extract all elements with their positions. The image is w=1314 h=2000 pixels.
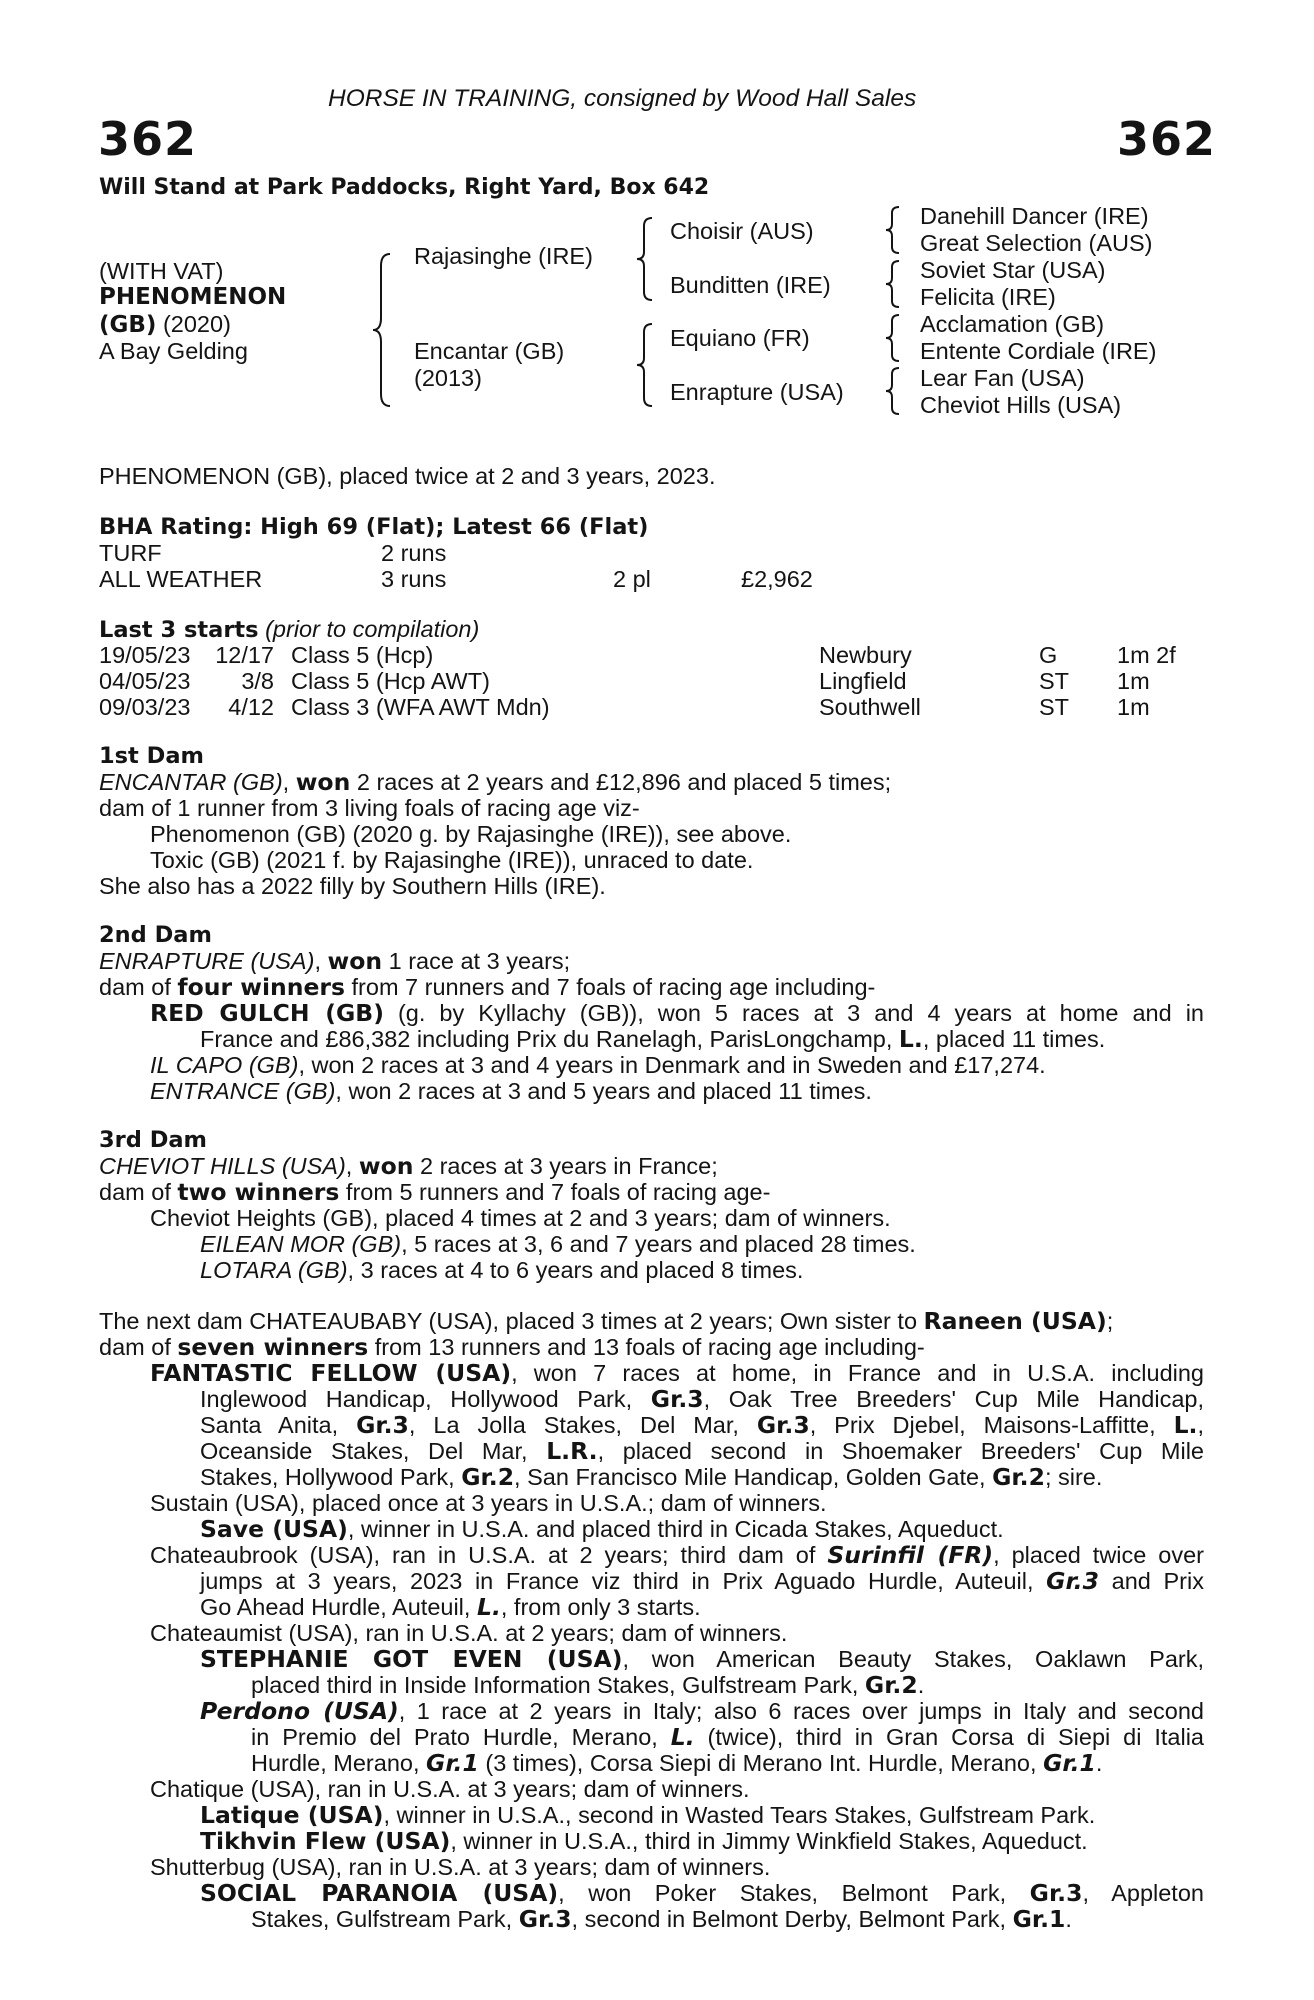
produce-perdono-3 <box>251 1751 1102 1777</box>
produce-chateaumist: Chateaumist (USA), ran in U.S.A. at 2 years; dam of winners. <box>150 1620 788 1646</box>
won-label: won <box>327 947 383 975</box>
horse-name: PHENOMENON <box>99 284 287 310</box>
next-dam-produce-intro <box>99 1335 925 1361</box>
dam1-note: She also has a 2022 filly by Southern Hills (IRE). <box>99 873 606 899</box>
produce-chatique: Chatique (USA), ran in U.S.A. at 3 years; dam of winners. <box>150 1776 750 1802</box>
produce-red-gulch-cont <box>200 1027 1105 1053</box>
winners-count: four winners <box>177 973 345 1001</box>
last-starts-heading <box>99 617 479 644</box>
grade: Gr.2 <box>992 1463 1045 1491</box>
pedigree-brace-dam <box>636 322 656 408</box>
produce-latique <box>200 1803 1095 1829</box>
produce-stephanie-got-even <box>200 1647 1204 1673</box>
horse-name-bold: Save (USA) <box>200 1515 348 1543</box>
pedigree-brace-g2 <box>885 259 903 309</box>
text: dam of <box>99 1179 178 1205</box>
text: Oceanside Stakes, Del Mar, <box>200 1438 547 1464</box>
produce-fantastic-fellow-4 <box>200 1439 1204 1465</box>
text: (g. by Kyllachy (GB)), won 5 races at 3 and 4 years at home and in <box>383 1000 1204 1026</box>
text: Stakes, Gulfstream Park, <box>251 1906 519 1932</box>
horse-name-italic: ENTRANCE (GB) <box>150 1078 336 1104</box>
start-race: Class 5 (Hcp AWT) <box>291 668 490 694</box>
text: , 3 races at 4 to 6 years and placed 8 times. <box>347 1257 804 1283</box>
text: Santa Anita, <box>200 1412 357 1438</box>
pedigree-ggp-3: Soviet Star (USA) <box>920 257 1106 283</box>
start-position: 12/17 <box>215 642 274 668</box>
dam1-produce-1: Phenomenon (GB) (2020 g. by Rajasinghe (IRE)), see above. <box>150 821 792 847</box>
horse-name-italic: LOTARA (GB) <box>200 1257 348 1283</box>
horse-name-bold: RED GULCH (GB) <box>150 999 384 1027</box>
dam2-record: 1 race at 3 years; <box>382 948 571 974</box>
text: Inglewood Handicap, Hollywood Park, <box>200 1386 651 1412</box>
horse-name-bold-italic: Surinfil (FR) <box>827 1541 994 1569</box>
last-starts-note: (prior to compilation) <box>265 616 480 642</box>
text: . <box>1065 1906 1072 1932</box>
dam1-produce-intro: dam of 1 runner from 3 living foals of racing age viz- <box>99 795 640 821</box>
produce-il-capo <box>150 1053 1046 1079</box>
pedigree-sire-dam: Bunditten (IRE) <box>670 272 831 298</box>
text: dam of <box>99 1334 178 1360</box>
pedigree-brace-g3 <box>885 313 903 363</box>
text: from 13 runners and 13 foals of racing age including- <box>368 1334 925 1360</box>
pedigree-brace-sire <box>636 216 656 302</box>
grade: Gr.3 <box>518 1905 572 1933</box>
horse-name-bold: SOCIAL PARANOIA (USA) <box>200 1879 559 1907</box>
grade: Gr.3 <box>1029 1879 1083 1907</box>
text: . <box>1095 1750 1103 1776</box>
text: ; sire. <box>1044 1464 1103 1490</box>
produce-lotara <box>200 1258 803 1284</box>
start-date: 19/05/23 <box>99 642 191 668</box>
pedigree-brace-g4 <box>885 366 903 416</box>
text: from 5 runners and 7 foals of racing age- <box>339 1179 771 1205</box>
pedigree-ggp-4: Felicita (IRE) <box>920 284 1056 310</box>
produce-fantastic-fellow <box>150 1361 1204 1387</box>
text: dam of <box>99 974 178 1000</box>
start-course: Newbury <box>819 642 912 668</box>
text: , winner in U.S.A., third in Jimmy Winkfield Stakes, Aqueduct. <box>450 1828 1088 1854</box>
start-course: Southwell <box>819 694 921 720</box>
text: , <box>1197 1412 1205 1438</box>
pedigree-ggp-2: Great Selection (AUS) <box>920 230 1153 256</box>
dam-name: CHEVIOT HILLS (USA) <box>99 1153 346 1179</box>
text: , won American Beauty Stakes, Oaklawn Park, <box>622 1646 1205 1672</box>
dam-name: ENRAPTURE (USA) <box>99 948 315 974</box>
pedigree-ggp-7: Lear Fan (USA) <box>920 365 1085 391</box>
text: (twice), third in Gran Corsa di Siepi di Italia <box>694 1724 1204 1750</box>
start-date: 04/05/23 <box>99 668 191 694</box>
lot-number-left: 362 <box>98 112 198 166</box>
grade: Gr.3 <box>356 1411 409 1439</box>
pedigree-dam-sire: Equiano (FR) <box>670 325 810 351</box>
winners-count: two winners <box>177 1178 340 1206</box>
text: Chateaubrook (USA), ran in U.S.A. at 2 years; third dam of <box>150 1542 828 1568</box>
pedigree-brace-main <box>372 252 394 408</box>
grade: Gr.3 <box>1046 1567 1099 1595</box>
dam1-produce-2: Toxic (GB) (2021 f. by Rajasinghe (IRE)), unraced to date. <box>150 847 754 873</box>
text: . <box>917 1672 925 1698</box>
won-label: won <box>295 768 351 796</box>
produce-social-paranoia-2 <box>251 1907 1072 1933</box>
horse-name-bold-italic: Perdono (USA) <box>200 1697 399 1725</box>
horse-name-bold: Tikhvin Flew (USA) <box>200 1827 451 1855</box>
produce-perdono <box>200 1699 1204 1725</box>
pedigree-dam-dam: Enrapture (USA) <box>670 379 844 405</box>
text: , Oak Tree Breeders' Cup Mile Handicap, <box>703 1386 1204 1412</box>
racing-summary: PHENOMENON (GB), placed twice at 2 and 3 years, 2023. <box>99 463 716 489</box>
stand-location: Will Stand at Park Paddocks, Right Yard, Box 642 <box>99 175 710 200</box>
produce-fantastic-fellow-2 <box>200 1387 1204 1413</box>
text: , 5 races at 3, 6 and 7 years and placed 28 times. <box>401 1231 916 1257</box>
horse-country-year <box>99 312 231 339</box>
rating-runs-turf: 2 runs <box>381 540 447 566</box>
start-going: ST <box>1039 668 1070 694</box>
pedigree-ggp-1: Danehill Dancer (IRE) <box>920 203 1149 229</box>
pedigree-brace-g1 <box>885 205 903 255</box>
produce-save <box>200 1517 1004 1543</box>
last-starts-title: Last 3 starts <box>99 617 259 643</box>
grade: L. <box>898 1025 923 1053</box>
text: from 7 runners and 7 foals of racing age including- <box>345 974 876 1000</box>
vat-note: (WITH VAT) <box>99 258 224 284</box>
produce-chateaubrook <box>150 1543 1204 1569</box>
horse-name-bold: FANTASTIC FELLOW (USA) <box>150 1359 512 1387</box>
produce-perdono-2 <box>251 1725 1204 1751</box>
produce-fantastic-fellow-5 <box>200 1465 1102 1491</box>
produce-red-gulch <box>150 1001 1204 1027</box>
text: , La Jolla Stakes, Del Mar, <box>408 1412 757 1438</box>
horse-name-italic: EILEAN MOR (GB) <box>200 1231 402 1257</box>
grade: Gr.1 <box>1043 1749 1096 1777</box>
start-going: ST <box>1039 694 1070 720</box>
produce-chateaubrook-2 <box>200 1569 1204 1595</box>
pedigree-sire: Rajasinghe (IRE) <box>414 243 593 269</box>
horse-name-italic: IL CAPO (GB) <box>150 1052 299 1078</box>
rating-prize-aw: £2,962 <box>741 566 813 592</box>
horse-name-bold: Latique (USA) <box>200 1801 384 1829</box>
start-distance: 1m <box>1117 694 1150 720</box>
grade: Gr.2 <box>864 1671 918 1699</box>
grade: Gr.3 <box>756 1411 810 1439</box>
text: placed third in Inside Information Stakes, Gulfstream Park, <box>251 1672 865 1698</box>
start-position: 4/12 <box>228 694 274 720</box>
text: , 1 race at 2 years in Italy; also 6 races over jumps in Italy and second <box>398 1698 1204 1724</box>
pedigree-ggp-8: Cheviot Hills (USA) <box>920 392 1122 418</box>
text: , placed second in Shoemaker Breeders' Cup Mile <box>597 1438 1204 1464</box>
produce-eilean-mor <box>200 1232 916 1258</box>
produce-social-paranoia <box>200 1881 1204 1907</box>
winners-count: seven winners <box>177 1333 369 1361</box>
start-distance: 1m 2f <box>1117 642 1176 668</box>
grade: L. <box>670 1723 695 1751</box>
grade: Gr.1 <box>426 1749 479 1777</box>
bha-rating: BHA Rating: High 69 (Flat); Latest 66 (Flat) <box>99 514 649 540</box>
dam2-heading: 2nd Dam <box>99 922 212 948</box>
text: , won 2 races at 3 and 4 years in Denmark and in Sweden and £17,274. <box>298 1052 1046 1078</box>
rating-placed-aw: 2 pl <box>613 566 651 592</box>
pedigree-dam: Encantar (GB) <box>414 338 565 364</box>
text: The next dam CHATEAUBABY (USA), placed 3 times at 2 years; Own sister to <box>99 1308 924 1334</box>
text: Stakes, Hollywood Park, <box>200 1464 462 1490</box>
dam3-produce-intro <box>99 1180 770 1206</box>
produce-stephanie-got-even-2 <box>251 1673 924 1699</box>
text: , won 7 races at home, in France and in U.S.A. including <box>511 1360 1204 1386</box>
start-date: 09/03/23 <box>99 694 191 720</box>
lot-number-right: 362 <box>1117 112 1217 166</box>
text: Go Ahead Hurdle, Auteuil, <box>200 1594 477 1620</box>
grade: Gr.3 <box>650 1385 704 1413</box>
produce-shutterbug: Shutterbug (USA), ran in U.S.A. at 3 years; dam of winners. <box>150 1854 771 1880</box>
pedigree-ggp-6: Entente Cordiale (IRE) <box>920 338 1157 364</box>
pedigree-sire-sire: Choisir (AUS) <box>670 218 814 244</box>
dam3-heading: 3rd Dam <box>99 1127 207 1153</box>
text: , San Francisco Mile Handicap, Golden Gate, <box>514 1464 993 1490</box>
text: , winner in U.S.A. and placed third in Cicada Stakes, Aqueduct. <box>347 1516 1004 1542</box>
produce-fantastic-fellow-3 <box>200 1413 1204 1439</box>
produce-tikhvin-flew <box>200 1829 1088 1855</box>
next-dam-line <box>99 1309 1113 1335</box>
grade: L.R. <box>546 1437 598 1465</box>
pedigree-ggp-5: Acclamation (GB) <box>920 311 1105 337</box>
produce-chateaubrook-3 <box>200 1595 701 1621</box>
text: Hurdle, Merano, <box>251 1750 427 1776</box>
horse-name-bold: Raneen (USA) <box>923 1307 1107 1335</box>
start-position: 3/8 <box>241 668 274 694</box>
dam1-record: 2 races at 2 years and £12,896 and placed 5 times; <box>350 769 892 795</box>
rating-surface-aw: ALL WEATHER <box>99 566 263 592</box>
start-course: Lingfield <box>819 668 907 694</box>
grade: Gr.1 <box>1012 1905 1066 1933</box>
dam3-line: CHEVIOT HILLS (USA), won 2 races at 3 years in France; <box>99 1152 718 1180</box>
rating-runs-aw: 3 runs <box>381 566 447 592</box>
start-race: Class 5 (Hcp) <box>291 642 434 668</box>
text: , won 2 races at 3 and 5 years and placed 11 times. <box>335 1078 872 1104</box>
consignor-line: HORSE IN TRAINING, consigned by Wood Hall Sales <box>328 85 917 112</box>
start-distance: 1m <box>1117 668 1150 694</box>
horse-description: A Bay Gelding <box>99 338 248 364</box>
text: in Premio del Prato Hurdle, Merano, <box>251 1724 671 1750</box>
rating-surface-turf: TURF <box>99 540 162 566</box>
text: , placed 11 times. <box>922 1026 1106 1052</box>
text: , second in Belmont Derby, Belmont Park, <box>571 1906 1013 1932</box>
start-going: G <box>1039 642 1058 668</box>
text: , winner in U.S.A., second in Wasted Tears Stakes, Gulfstream Park. <box>383 1802 1096 1828</box>
text: , won Poker Stakes, Belmont Park, <box>558 1880 1030 1906</box>
grade: L. <box>1173 1411 1198 1439</box>
text: (3 times), Corsa Siepi di Merano Int. Hurdle, Merano, <box>478 1750 1044 1776</box>
text: , Prix Djebel, Maisons-Laffitte, <box>809 1412 1174 1438</box>
produce-sustain: Sustain (USA), placed once at 3 years in U.S.A.; dam of winners. <box>150 1490 827 1516</box>
pedigree-dam-year: (2013) <box>414 365 482 391</box>
horse-year: (2020) <box>162 311 231 337</box>
dam-name: ENCANTAR (GB) <box>99 769 283 795</box>
text: , Appleton <box>1082 1880 1204 1906</box>
text: , placed twice over <box>993 1542 1204 1568</box>
dam1-heading: 1st Dam <box>99 743 204 769</box>
start-race: Class 3 (WFA AWT Mdn) <box>291 694 550 720</box>
text: ; <box>1106 1308 1114 1334</box>
dam3-record: 2 races at 3 years in France; <box>413 1153 718 1179</box>
text: France and £86,382 including Prix du Ranelagh, ParisLongchamp, <box>200 1026 899 1052</box>
grade: L. <box>476 1593 501 1621</box>
horse-name-bold: STEPHANIE GOT EVEN (USA) <box>200 1645 623 1673</box>
dam1-line: ENCANTAR (GB), won 2 races at 2 years and £12,896 and placed 5 times; <box>99 768 892 796</box>
text: , from only 3 starts. <box>500 1594 701 1620</box>
produce-entrance <box>150 1079 872 1105</box>
text: and Prix <box>1098 1568 1204 1594</box>
won-label: won <box>358 1152 414 1180</box>
produce-cheviot-heights: Cheviot Heights (GB), placed 4 times at 2 and 3 years; dam of winners. <box>150 1205 891 1231</box>
text: jumps at 3 years, 2023 in France viz third in Prix Aguado Hurdle, Auteuil, <box>200 1568 1047 1594</box>
dam2-produce-intro <box>99 975 875 1001</box>
grade: Gr.2 <box>461 1463 515 1491</box>
dam2-line: ENRAPTURE (USA), won 1 race at 3 years; <box>99 947 571 975</box>
horse-country: (GB) <box>99 312 157 338</box>
